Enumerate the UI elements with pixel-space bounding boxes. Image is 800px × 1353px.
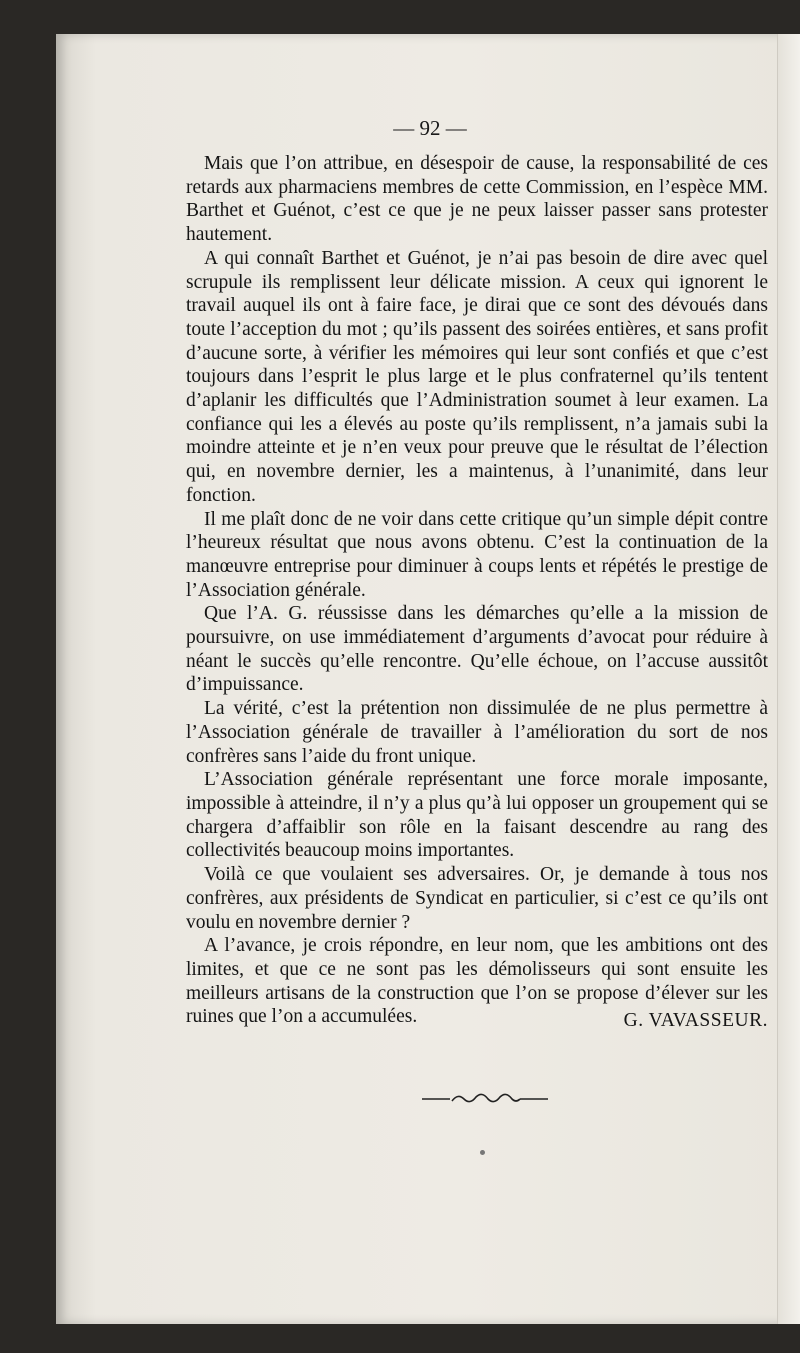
paragraph: La vérité, c’est la prétention non dissimulée de ne plus permettre à l’Association générale de travailler à l’amélioration du sort de nos confrères sans l’aide du front unique. <box>186 698 768 767</box>
paragraph: L’Association générale représentant une force morale imposante, impossible à atteindre, il n’y a plus qu’à lui opposer un groupement qui se chargera d’affaiblir son rôle en la faisant descendre au rang des collectivités beaucoup moins importantes. <box>186 769 768 862</box>
page-number: — 92 — <box>393 116 467 140</box>
paragraph: Mais que l’on attribue, en désespoir de cause, la responsabilité de ces retards aux pharmaciens membres de cette Commission, en l’espèce MM. Barthet et Guénot, c’est ce que je ne peux laisser passer sans protester hautement. <box>186 153 768 246</box>
ink-speck <box>480 1150 485 1155</box>
paragraph: Voilà ce que voulaient ses adversaires. Or, je demande à tous nos confrères, aux présidents de Syndicat en particulier, si c’est ce qu’ils ont voulu en novembre dernier ? <box>186 864 768 933</box>
paragraph: A l’avance, je crois répondre, en leur nom, que les ambitions ont des limites, et que ce ne sont pas les démolisseurs qui sont ensuite les meilleurs artisans de la construction que l’on se propose d’élever sur les ruines que l’on a accumulées. <box>186 935 768 1028</box>
article-body <box>186 152 768 1029</box>
paragraph: A qui connaît Barthet et Guénot, je n’ai pas besoin de dire avec quel scrupule ils remplissent leur délicate mission. A ceux qui ignorent le travail auquel ils ont à faire face, je dirai que ce sont des dévoués dans toute l’acception du mot ; qu’ils passent des soirées entières, et sans profit d’aucune sorte, à vérifier les mémoires qui leur sont confiés et que c’est toujours dans l’esprit le plus large et le plus confraternel qu’ils tentent d’aplanir les difficultés que l’Administration soumet à leur examen. La confiance qui les a élevés au poste qu’ils remplissent, n’a jamais subi la moindre atteinte et je n’en veux pour preuve que le résultat de l’élection qui, en novembre dernier, les a maintenus, à l’unanimité, dans leur fonction. <box>186 247 768 506</box>
paragraph: Que l’A. G. réussisse dans les démarches qu’elle a la mission de poursuivre, on use immédiatement d’arguments d’avocat pour réduire à néant le succès qu’elle rencontre. Qu’elle échoue, on l’accuse aussitôt d’impuissance. <box>186 603 768 696</box>
paragraph: Il me plaît donc de ne voir dans cette critique qu’un simple dépit contre l’heureux résultat que nous avons obtenu. C’est la continuation de la manœuvre entreprise pour diminuer à coups lents et répétés le prestige de l’Association générale. <box>186 508 768 601</box>
author-signature: G. VAVASSEUR. <box>623 1010 768 1031</box>
ornament-divider <box>420 1091 550 1105</box>
facing-page-edge <box>777 34 800 1324</box>
